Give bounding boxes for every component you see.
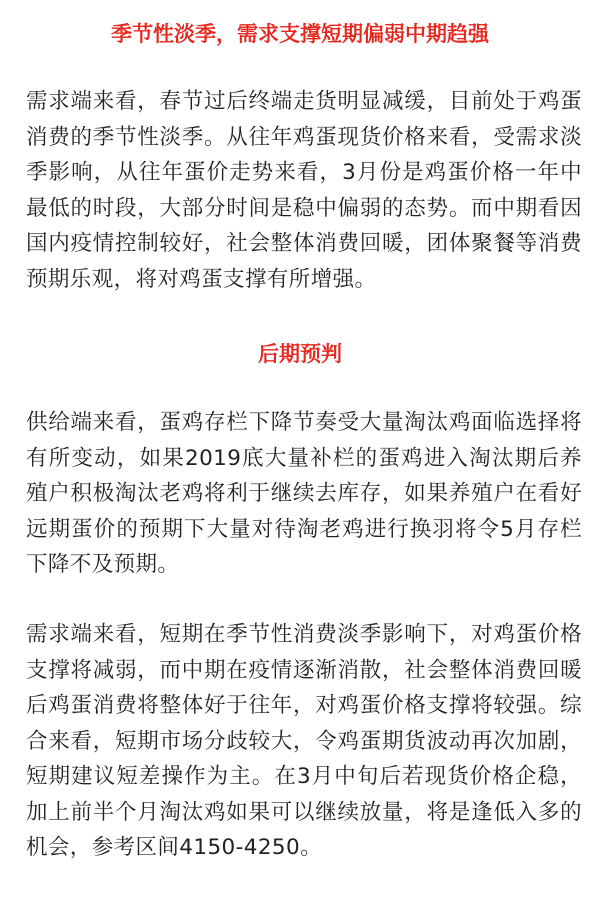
paragraph-supply-outlook: 供给端来看，蛋鸡存栏下降节奏受大量淘汰鸡面临选择将有所变动，如果2019底大量补栏的蛋鸡进入淘汰期后养殖户积极淘汰老鸡将利于继续去库存，如果养殖户在看好远期蛋价的预期下大量对待淘老鸡进行换羽将令5月存栏下降不及预期。 xyxy=(26,410,582,577)
section-heading-outlook: 后期预判 xyxy=(258,342,342,366)
section-heading-seasonal: 季节性淡季，需求支撑短期偏弱中期趋强 xyxy=(111,22,489,46)
paragraph-demand-seasonal: 需求端来看，春节过后终端走货明显减缓，目前处于鸡蛋消费的季节性淡季。从往年鸡蛋现货价格来看，受需求淡季影响，从往年蛋价走势来看，3月份是鸡蛋价格一年中最低的时段，大部分时间是稳中偏弱的态势。而中期看因国内疫情控制较好，社会整体消费回暖，团体聚餐等消费预期乐观，将对鸡蛋支撑有所增强。 xyxy=(26,89,582,292)
paragraph-demand-outlook: 需求端来看，短期在季节性消费淡季影响下，对鸡蛋价格支撑将减弱，而中期在疫情逐渐消散，社会整体消费回暖后鸡蛋消费将整体好于往年，对鸡蛋价格支撑将较强。综合来看，短期市场分歧较大，令鸡蛋期货波动再次加剧，短期建议短差操作为主。在3月中旬后若现货价格企稳，加上前半个月淘汰鸡如果可以继续放量，将是逢低入多的机会，参考区间4150-4250。 xyxy=(26,622,582,860)
